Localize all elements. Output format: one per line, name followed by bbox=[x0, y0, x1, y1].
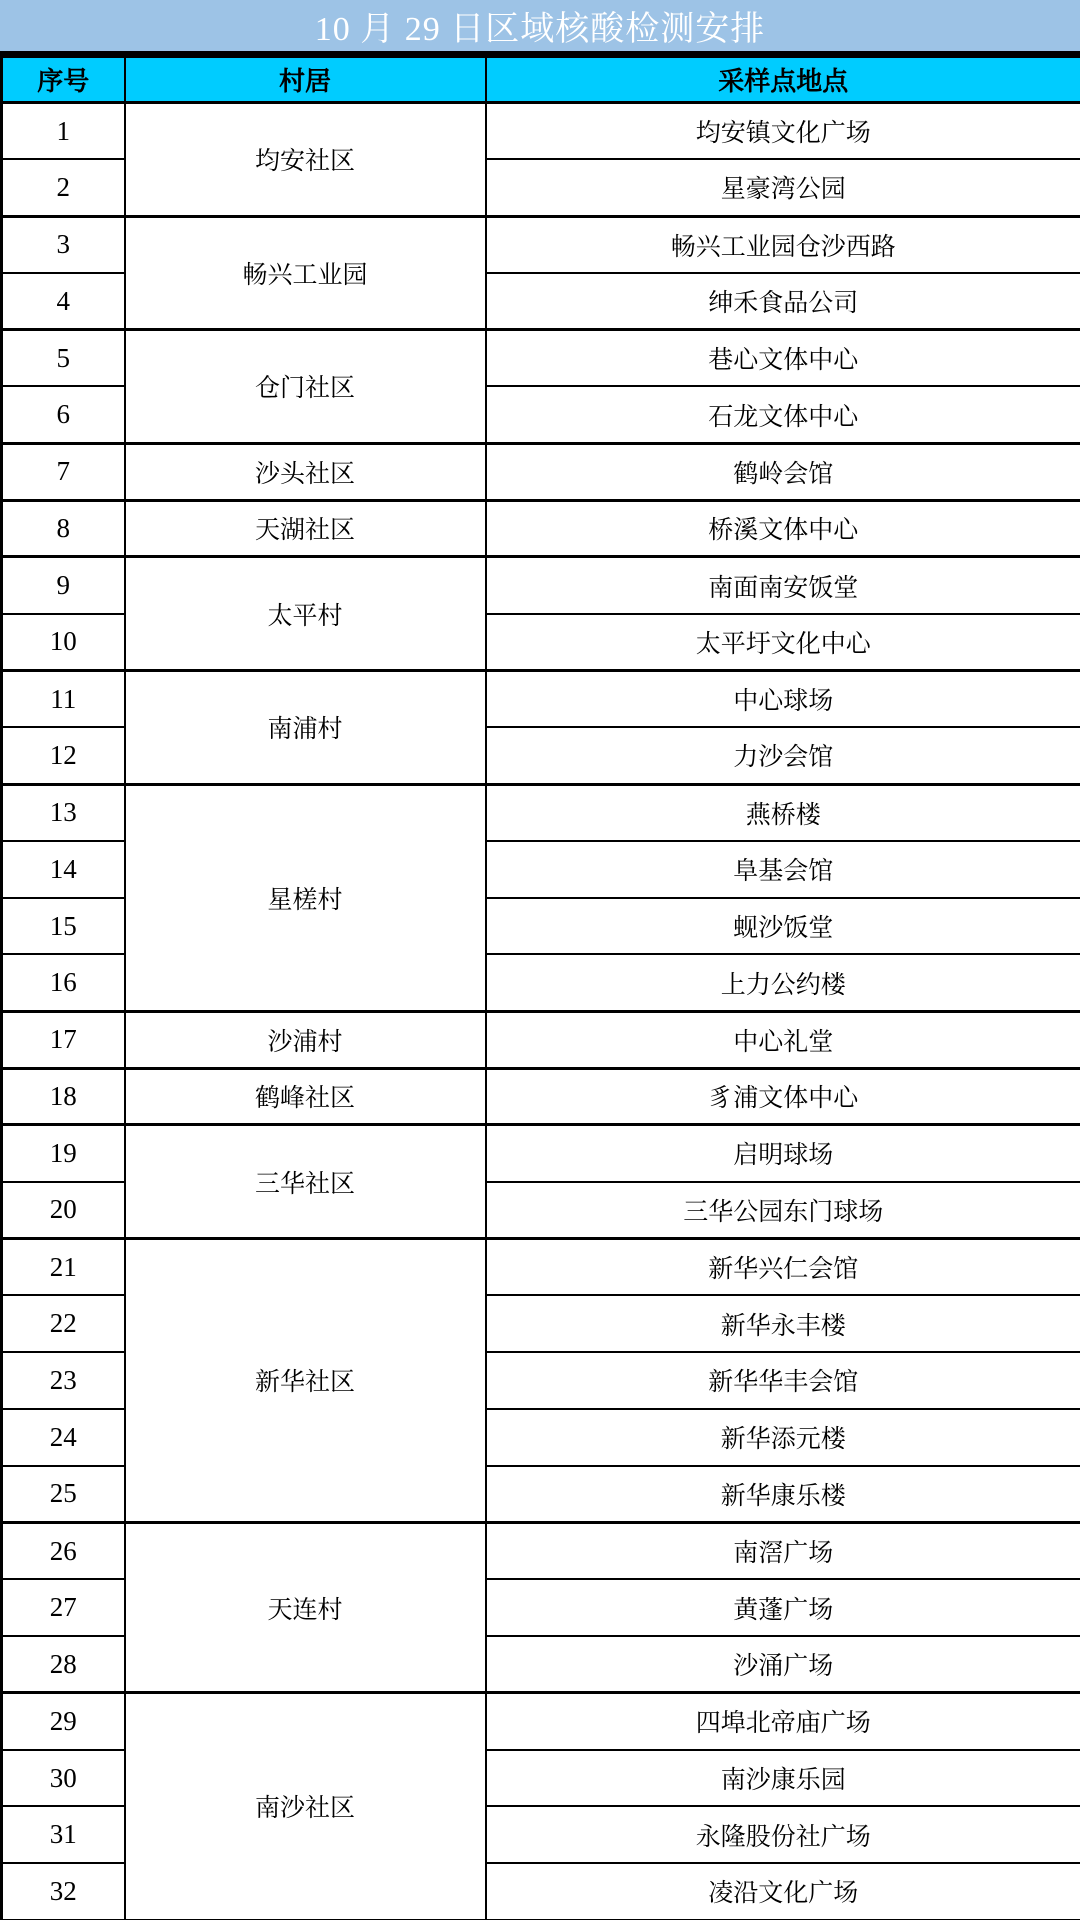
row-number-cell: 13 bbox=[2, 784, 125, 841]
site-cell: 畅兴工业园仓沙西路 bbox=[486, 216, 1080, 273]
row-number-cell: 25 bbox=[2, 1466, 125, 1523]
table-row bbox=[2, 784, 1080, 841]
row-number-cell: 12 bbox=[2, 727, 125, 784]
village-cell: 仓门社区 bbox=[125, 330, 486, 444]
site-cell: 中心球场 bbox=[486, 670, 1080, 727]
site-cell: 四埠北帝庙广场 bbox=[486, 1693, 1080, 1750]
table-row bbox=[2, 1125, 1080, 1182]
row-number-cell: 29 bbox=[2, 1693, 125, 1750]
site-cell: 南滘广场 bbox=[486, 1522, 1080, 1579]
site-cell: 绅禾食品公司 bbox=[486, 273, 1080, 330]
table-row bbox=[2, 500, 1080, 557]
table-row bbox=[2, 1693, 1080, 1750]
row-number-cell: 27 bbox=[2, 1579, 125, 1636]
row-number-cell: 32 bbox=[2, 1863, 125, 1920]
site-cell: 鹤岭会馆 bbox=[486, 443, 1080, 500]
row-number-cell: 30 bbox=[2, 1750, 125, 1807]
site-cell: 南沙康乐园 bbox=[486, 1750, 1080, 1807]
site-cell: 新华添元楼 bbox=[486, 1409, 1080, 1466]
village-cell: 沙浦村 bbox=[125, 1011, 486, 1068]
row-number-cell: 19 bbox=[2, 1125, 125, 1182]
village-cell: 畅兴工业园 bbox=[125, 216, 486, 330]
table-body bbox=[2, 103, 1080, 1920]
village-cell: 星槎村 bbox=[125, 784, 486, 1011]
row-number-cell: 1 bbox=[2, 103, 125, 160]
site-cell: 三华公园东门球场 bbox=[486, 1182, 1080, 1239]
row-number-cell: 5 bbox=[2, 330, 125, 387]
table-row bbox=[2, 216, 1080, 273]
row-number-cell: 31 bbox=[2, 1806, 125, 1863]
row-number-cell: 17 bbox=[2, 1011, 125, 1068]
site-cell: 阜基会馆 bbox=[486, 841, 1080, 898]
site-cell: 启明球场 bbox=[486, 1125, 1080, 1182]
row-number-cell: 22 bbox=[2, 1295, 125, 1352]
row-number-cell: 8 bbox=[2, 500, 125, 557]
village-cell: 均安社区 bbox=[125, 103, 486, 217]
site-cell: 上力公约楼 bbox=[486, 954, 1080, 1011]
row-number-cell: 2 bbox=[2, 159, 125, 216]
page-title: 10 月 29 日区域核酸检测安排 bbox=[314, 11, 766, 48]
row-number-cell: 3 bbox=[2, 216, 125, 273]
site-cell: 石龙文体中心 bbox=[486, 386, 1080, 443]
village-cell: 南沙社区 bbox=[125, 1693, 486, 1920]
site-cell: 新华康乐楼 bbox=[486, 1466, 1080, 1523]
row-number-cell: 18 bbox=[2, 1068, 125, 1125]
row-number-cell: 10 bbox=[2, 614, 125, 671]
village-cell: 新华社区 bbox=[125, 1238, 486, 1522]
site-cell: 中心礼堂 bbox=[486, 1011, 1080, 1068]
site-cell: 南面南安饭堂 bbox=[486, 557, 1080, 614]
site-cell: 新华永丰楼 bbox=[486, 1295, 1080, 1352]
site-cell: 凌沿文化广场 bbox=[486, 1863, 1080, 1920]
column-header-site: 采样点地点 bbox=[486, 57, 1080, 103]
site-cell: 永隆股份社广场 bbox=[486, 1806, 1080, 1863]
village-cell: 天连村 bbox=[125, 1522, 486, 1692]
site-cell: 均安镇文化广场 bbox=[486, 103, 1080, 160]
site-cell: 豸浦文体中心 bbox=[486, 1068, 1080, 1125]
site-cell: 力沙会馆 bbox=[486, 727, 1080, 784]
table-header-row bbox=[2, 57, 1080, 103]
row-number-cell: 14 bbox=[2, 841, 125, 898]
site-cell: 太平圩文化中心 bbox=[486, 614, 1080, 671]
table-row bbox=[2, 1011, 1080, 1068]
row-number-cell: 7 bbox=[2, 443, 125, 500]
village-cell: 沙头社区 bbox=[125, 443, 486, 500]
row-number-cell: 21 bbox=[2, 1238, 125, 1295]
row-number-cell: 9 bbox=[2, 557, 125, 614]
table-row bbox=[2, 670, 1080, 727]
row-number-cell: 11 bbox=[2, 670, 125, 727]
site-cell: 桥溪文体中心 bbox=[486, 500, 1080, 557]
column-header-village: 村居 bbox=[125, 57, 486, 103]
table-row bbox=[2, 1238, 1080, 1295]
site-cell: 沙涌广场 bbox=[486, 1636, 1080, 1693]
table-row bbox=[2, 330, 1080, 387]
testing-schedule-table bbox=[0, 55, 1080, 1920]
site-cell: 蚬沙饭堂 bbox=[486, 898, 1080, 955]
site-cell: 巷心文体中心 bbox=[486, 330, 1080, 387]
row-number-cell: 24 bbox=[2, 1409, 125, 1466]
row-number-cell: 16 bbox=[2, 954, 125, 1011]
village-cell: 太平村 bbox=[125, 557, 486, 671]
site-cell: 星豪湾公园 bbox=[486, 159, 1080, 216]
row-number-cell: 23 bbox=[2, 1352, 125, 1409]
table-row bbox=[2, 443, 1080, 500]
title-bar bbox=[0, 0, 1080, 55]
row-number-cell: 6 bbox=[2, 386, 125, 443]
village-cell: 鹤峰社区 bbox=[125, 1068, 486, 1125]
column-header-number: 序号 bbox=[2, 57, 125, 103]
table-row bbox=[2, 557, 1080, 614]
site-cell: 新华兴仁会馆 bbox=[486, 1238, 1080, 1295]
village-cell: 南浦村 bbox=[125, 670, 486, 784]
row-number-cell: 4 bbox=[2, 273, 125, 330]
row-number-cell: 28 bbox=[2, 1636, 125, 1693]
table-row bbox=[2, 1522, 1080, 1579]
table-row bbox=[2, 103, 1080, 160]
row-number-cell: 20 bbox=[2, 1182, 125, 1239]
row-number-cell: 26 bbox=[2, 1522, 125, 1579]
table-row bbox=[2, 1068, 1080, 1125]
site-cell: 燕桥楼 bbox=[486, 784, 1080, 841]
village-cell: 天湖社区 bbox=[125, 500, 486, 557]
village-cell: 三华社区 bbox=[125, 1125, 486, 1239]
site-cell: 新华华丰会馆 bbox=[486, 1352, 1080, 1409]
site-cell: 黄蓬广场 bbox=[486, 1579, 1080, 1636]
row-number-cell: 15 bbox=[2, 898, 125, 955]
